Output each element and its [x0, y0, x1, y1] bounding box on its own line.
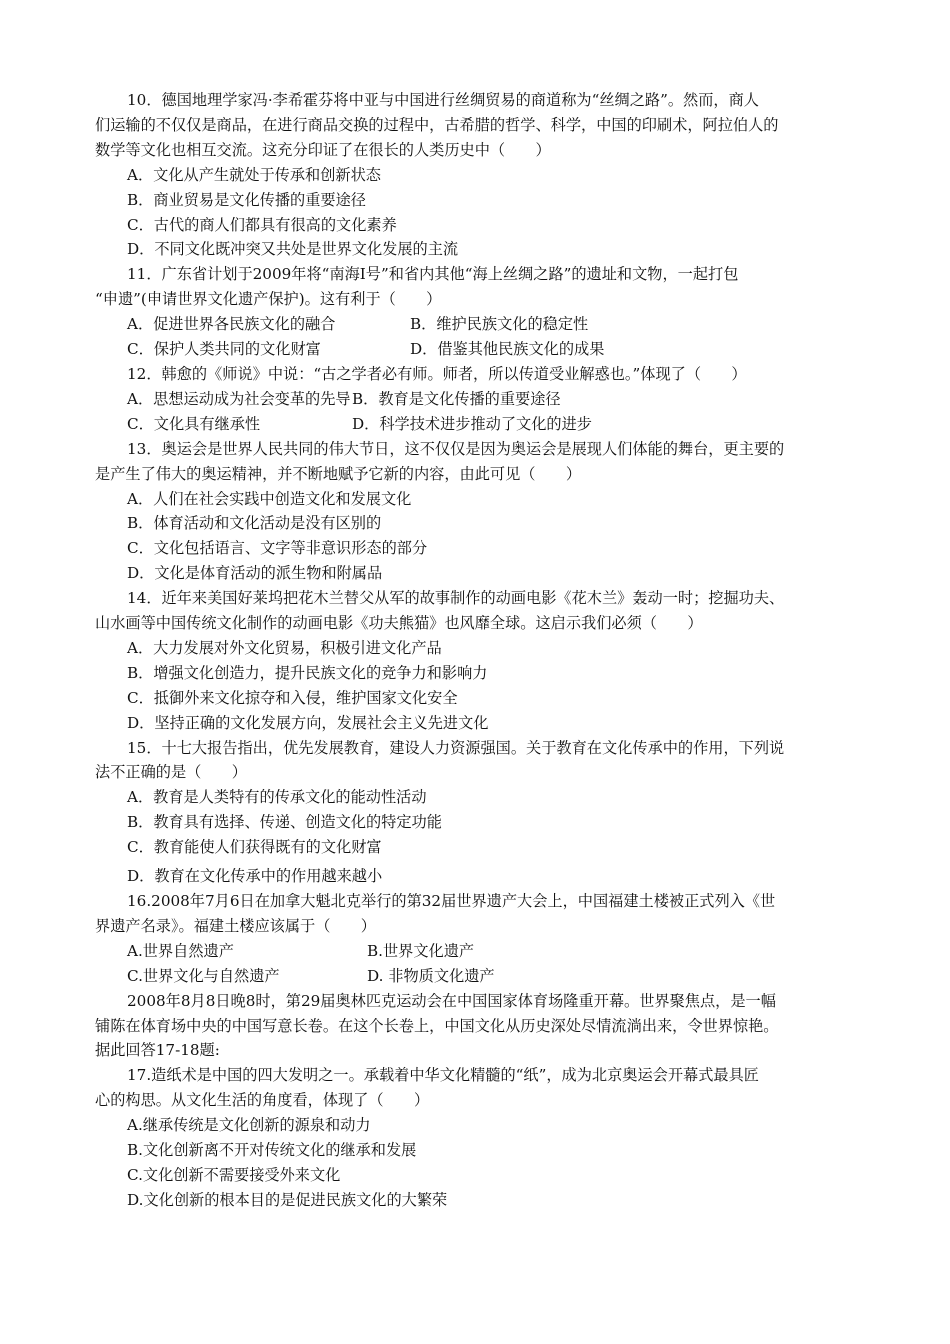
option-d: D．科学技术进步推动了文化的进步	[352, 414, 592, 433]
question-stem: 们运输的不仅仅是商品，在进行商品交换的过程中，古希腊的哲学、科学，中国的印刷术，阿拉伯人的	[95, 115, 779, 134]
question-stem: 16.2008年7月6日在加拿大魁北克举行的第32届世界遗产大会上，中国福建土楼被正式列入《世	[127, 892, 776, 910]
option-row	[95, 412, 855, 437]
passage-line: 2008年8月8日晚8时，第29届奥林匹克运动会在中国国家体育场隆重开幕。世界聚焦点，是一幅	[127, 991, 776, 1010]
question-stem: 心的构思。从文化生活的角度看，体现了（ ）	[95, 1091, 430, 1110]
option-c: C．文化包括语言、文字等非意识形态的部分	[127, 539, 428, 558]
option-b: B.世界文化遗产	[367, 941, 475, 960]
question-12	[95, 362, 855, 437]
option-c: C．古代的商人们都具有很高的文化素养	[127, 215, 397, 234]
option-d: D.文化创新的根本目的是促进民族文化的大繁荣	[127, 1190, 448, 1209]
option-b: B.文化创新离不开对传统文化的继承和发展	[127, 1141, 417, 1160]
question-stem: 数学等文化也相互交流。这充分印证了在很长的人类历史中（ ）	[95, 140, 551, 159]
question-stem: 法不正确的是（ ）	[95, 763, 247, 782]
option-b: B．增强文化创造力，提升民族文化的竞争力和影响力	[127, 663, 488, 682]
option-b: B．体育活动和文化活动是没有区别的	[127, 514, 382, 533]
option-b: B．商业贸易是文化传播的重要途径	[127, 190, 366, 209]
option-c: C．保护人类共同的文化财富	[127, 340, 321, 359]
question-stem: “申遗”(申请世界文化遗产保护)。这有利于（ ）	[95, 290, 442, 309]
question-stem: 14．近年来美国好莱坞把花木兰替父从军的故事制作的动画电影《花木兰》轰动一时；挖掘功夫、	[127, 589, 785, 608]
option-c: C．文化具有继承性	[127, 414, 261, 433]
passage-line: 据此回答17-18题:	[95, 1041, 220, 1060]
option-row	[95, 337, 855, 362]
option-d: D．坚持正确的文化发展方向，发展社会主义先进文化	[127, 713, 489, 732]
option-a: A．促进世界各民族文化的融合	[127, 315, 336, 334]
option-d: D．借鉴其他民族文化的成果	[410, 340, 605, 359]
option-b: B．教育是文化传播的重要途径	[352, 389, 561, 408]
question-stem: 界遗产名录》。福建土楼应该属于（ ）	[95, 916, 376, 935]
question-10	[95, 88, 855, 262]
option-d: D．文化是体育活动的派生物和附属品	[127, 564, 383, 583]
question-17	[95, 1063, 855, 1212]
option-c: C．教育能使人们获得既有的文化财富	[127, 838, 382, 857]
option-a: A．教育是人类特有的传承文化的能动性活动	[127, 788, 427, 807]
passage-line: 铺陈在体育场中央的中国写意长卷。在这个长卷上，中国文化从历史深处尽情流淌出来，令世界惊艳。	[95, 1016, 779, 1035]
option-a: A．大力发展对外文化贸易，积极引进文化产品	[127, 638, 442, 657]
reading-passage	[95, 989, 855, 1064]
option-a: A．文化从产生就处于传承和创新状态	[127, 165, 381, 184]
option-b: B．维护民族文化的稳定性	[410, 315, 589, 334]
question-stem: 10．德国地理学家冯·李希霍芬将中亚与中国进行丝绸贸易的商道称为“丝绸之路”。然而，商人	[127, 91, 759, 109]
question-14	[95, 586, 855, 735]
question-stem: 是产生了伟大的奥运精神，并不断地赋予它新的内容，由此可见（ ）	[95, 464, 581, 483]
option-d: D．教育在文化传承中的作用越来越小	[127, 867, 383, 886]
option-a: A．人们在社会实践中创造文化和发展文化	[127, 489, 412, 508]
option-d: D. 非物质文化遗产	[367, 966, 495, 985]
option-row	[95, 312, 855, 337]
option-a: A.继承传统是文化创新的源泉和动力	[127, 1116, 371, 1135]
question-stem: 12．韩愈的《师说》中说：“古之学者必有师。师者，所以传道受业解惑也。”体现了（ ）	[127, 364, 747, 383]
option-a: A.世界自然遗产	[127, 941, 234, 960]
option-a: A．思想运动成为社会变革的先导	[127, 389, 351, 408]
question-16	[95, 889, 855, 989]
question-11	[95, 262, 855, 362]
question-stem: 17.造纸术是中国的四大发明之一。承载着中华文化精髓的“纸”，成为北京奥运会开幕式最具匠	[127, 1066, 759, 1085]
option-row	[95, 939, 855, 964]
question-stem: 山水画等中国传统文化制作的动画电影《功夫熊猫》也风靡全球。这启示我们必须（ ）	[95, 614, 703, 633]
question-15	[95, 736, 855, 889]
exam-page	[95, 88, 855, 1213]
question-stem: 15．十七大报告指出，优先发展教育，建设人力资源强国。关于教育在文化传承中的作用，下列说	[127, 738, 785, 757]
question-stem: 13．奥运会是世界人民共同的伟大节日，这不仅仅是因为奥运会是展现人们体能的舞台，更主要的	[127, 439, 785, 458]
question-stem: 11．广东省计划于2009年将“南海Ⅰ号”和省内其他“海上丝绸之路”的遗址和文物，一起打包	[127, 265, 739, 284]
question-13	[95, 437, 855, 586]
option-row	[95, 387, 855, 412]
option-c: C．抵御外来文化掠夺和入侵，维护国家文化安全	[127, 688, 458, 707]
option-c: C.文化创新不需要接受外来文化	[127, 1165, 341, 1184]
option-row	[95, 964, 855, 989]
option-b: B．教育具有选择、传递、创造文化的特定功能	[127, 813, 442, 832]
option-c: C.世界文化与自然遗产	[127, 966, 280, 985]
option-d: D．不同文化既冲突又共处是世界文化发展的主流	[127, 240, 459, 259]
